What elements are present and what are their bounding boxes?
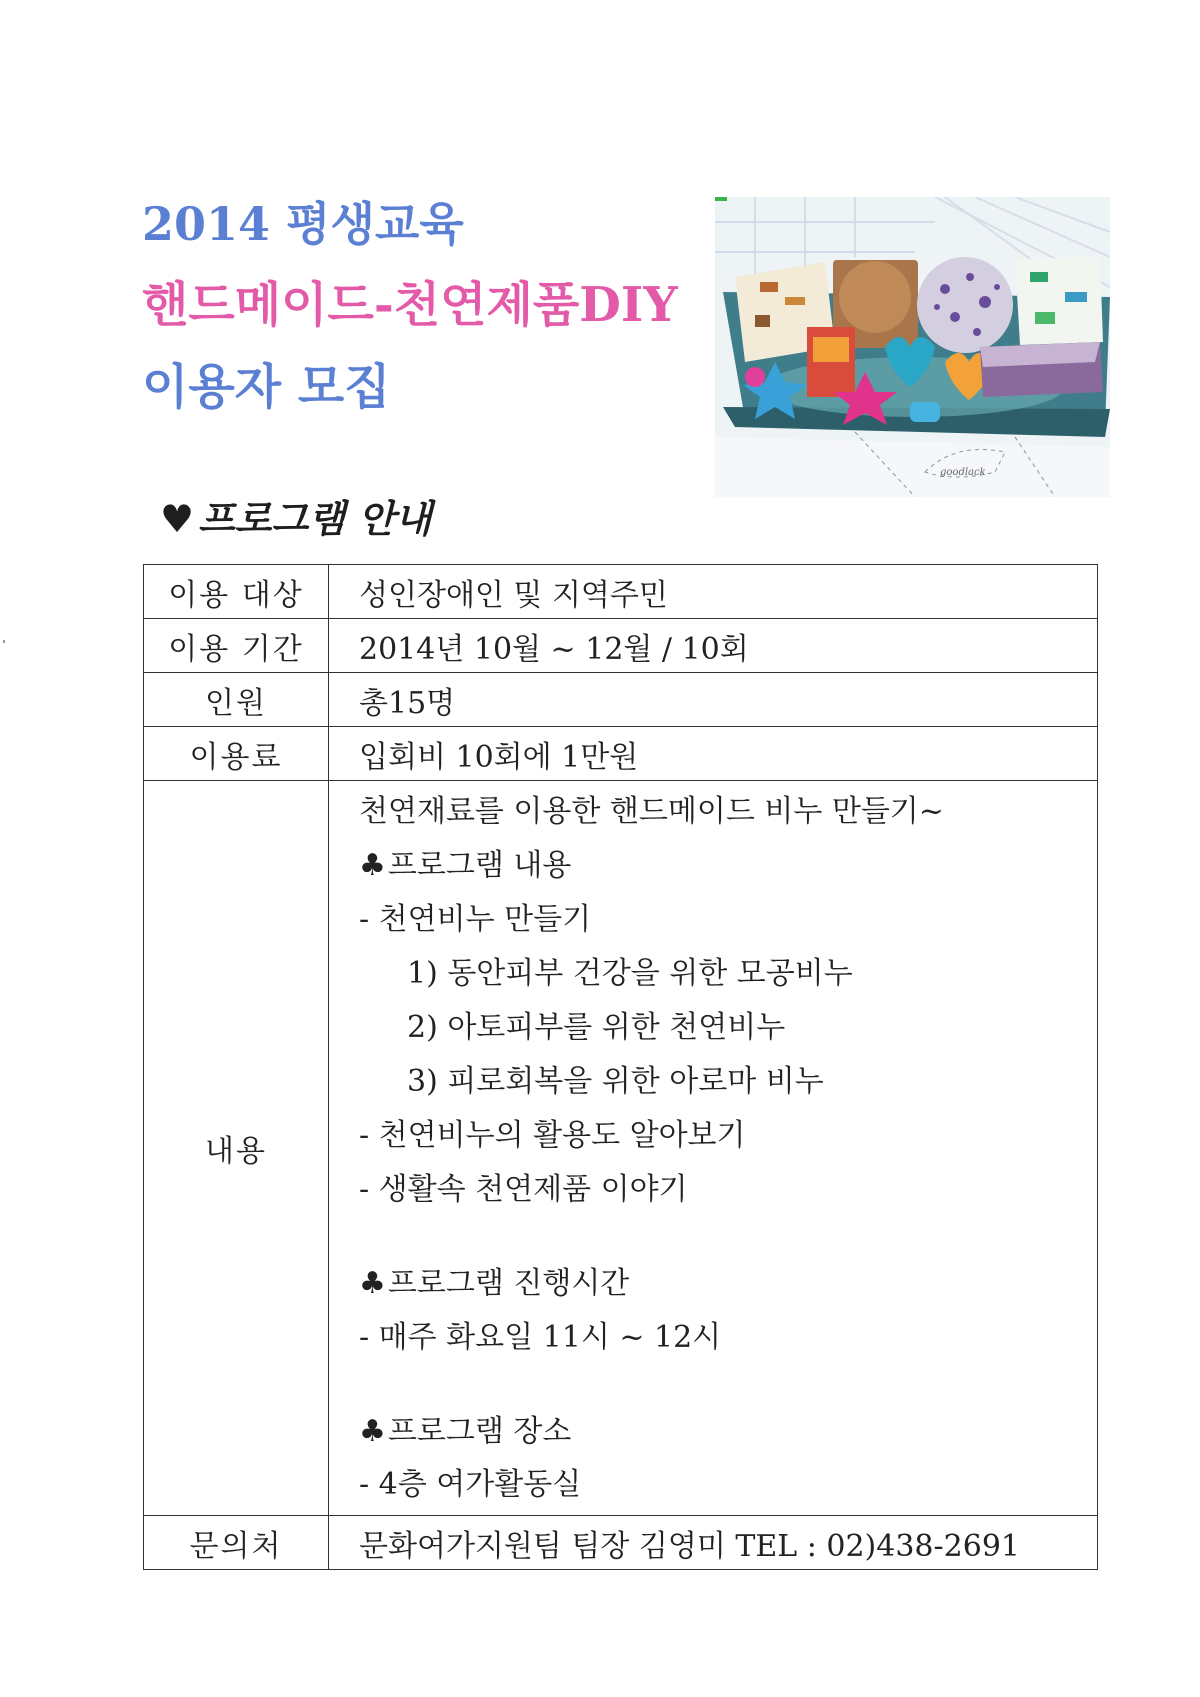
table-row-contact xyxy=(144,1516,1098,1570)
list-item: - 천연비누의 활용도 알아보기 xyxy=(359,1118,746,1153)
club-icon: ♣ xyxy=(359,1266,386,1301)
program-heading-text: 프로그램 내용 xyxy=(387,848,572,883)
program-info-table xyxy=(143,564,1098,1570)
row-value: 총15명 xyxy=(329,673,1098,727)
section-heading xyxy=(160,488,432,543)
row-label: 내용 xyxy=(144,781,329,1516)
row-label: 이용 기간 xyxy=(144,619,329,673)
table-row xyxy=(144,673,1098,727)
content-intro: 천연재료를 이용한 핸드메이드 비누 만들기~ xyxy=(359,794,944,829)
list-item: - 매주 화요일 11시 ~ 12시 xyxy=(359,1320,722,1355)
table-row xyxy=(144,619,1098,673)
heart-icon: ♥ xyxy=(160,496,195,541)
contact-value: 문화여가지원팀 팀장 김영미 TEL : 02)438-2691 xyxy=(329,1516,1098,1570)
list-item: 3) 피로회복을 위한 아로마 비누 xyxy=(407,1064,824,1099)
row-label: 이용 대상 xyxy=(144,565,329,619)
program-heading xyxy=(359,839,1096,893)
club-icon: ♣ xyxy=(359,1414,386,1449)
club-icon: ♣ xyxy=(359,848,386,883)
place-heading xyxy=(359,1405,1096,1459)
list-item: 2) 아토피부를 위한 천연비누 xyxy=(407,1010,786,1045)
table-row xyxy=(144,727,1098,781)
row-value: 입회비 10회에 1만원 xyxy=(329,727,1098,781)
row-label: 이용료 xyxy=(144,727,329,781)
soap-photo xyxy=(715,197,1110,497)
row-label: 문의처 xyxy=(144,1516,329,1570)
list-item: - 4층 여가활동실 xyxy=(359,1467,582,1502)
row-value: 성인장애인 및 지역주민 xyxy=(329,565,1098,619)
list-item: 1) 동안피부 건강을 위한 모공비누 xyxy=(407,956,853,991)
row-label: 인원 xyxy=(144,673,329,727)
title-line-2: 핸드메이드-천연제품DIY xyxy=(142,277,678,333)
place-heading-text: 프로그램 장소 xyxy=(387,1414,572,1449)
row-value: 2014년 10월 ~ 12월 / 10회 xyxy=(329,619,1098,673)
scan-speck xyxy=(3,640,5,643)
svg-text:goodlack: goodlack xyxy=(940,467,986,478)
time-heading xyxy=(359,1257,1096,1311)
list-item: - 천연비누 만들기 xyxy=(359,902,592,937)
time-heading-text: 프로그램 진행시간 xyxy=(387,1266,630,1301)
title-line-3: 이용자 모집 xyxy=(142,359,391,415)
content-cell xyxy=(329,781,1098,1516)
section-heading-text: 프로그램 안내 xyxy=(198,496,432,541)
table-row xyxy=(144,565,1098,619)
list-item: - 생활속 천연제품 이야기 xyxy=(359,1172,688,1207)
table-row-content xyxy=(144,781,1098,1516)
title-line-1: 2014 평생교육 xyxy=(142,197,464,251)
